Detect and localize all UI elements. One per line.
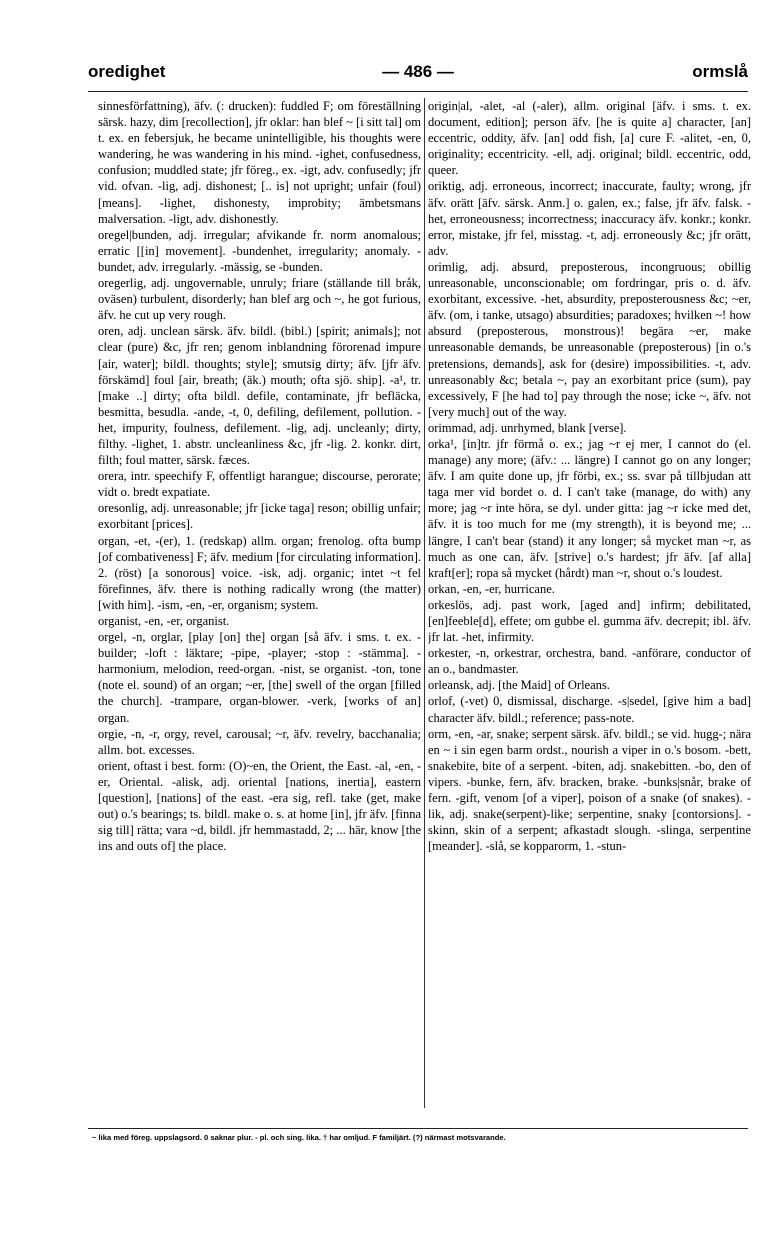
page-header (88, 62, 748, 90)
entry-orera: orera, intr. speechify F, offentligt harangue; discourse, perorate; vidt o. bredt expatiate. (98, 469, 421, 500)
entry-oren: oren, adj. unclean särsk. äfv. bildl. (bibl.) [spirit; animals]; not clear (pure) &c, jfr ren; genom inblandning förorenad impure [air, water]; bildl. thoughts; style]; smutsig dirty; äfv. [jfr äfv. förskämd] foul [air, breath; (äk.) mouth; ofta sjö. ship]. -a¹, tr. [make ..] dirty; ofta bildl. defile, contaminate, jfr befläcka, besmitta, besudla. -ande, -t, 0, defiling, defilement, pollution. -het, impurity, foulness, defilement. -lig, adj. uncleanly; dirty, filthy. -lighet, 1. abstr. uncleanliness &c, jfr -lig. 2. konkr. dirt, filth; foul matter, särsk. fæces. (98, 324, 421, 468)
footer-legend: ~ lika med föreg. uppslagsord. 0 saknar plur. - pl. och sing. lika. † har omljud. F familjärt. (?) närmast motsvarande. (92, 1133, 506, 1142)
entry-orkester: orkester, -n, orkestrar, orchestra, band. -anförare, conductor of an o., bandmaster. (428, 646, 751, 677)
entry-oriktig: oriktig, adj. erroneous, incorrect; inaccurate, faulty; wrong, jfr äfv. orätt [äfv. särsk. Anm.] o. galen, ex.; false, jfr äfv. falsk. -het, erroneousness; incorrectness; inaccuracy äfv. konkr.; konkr. error, mistake, jfr fel, misstag. -t, adj. erroneously &c; jfr orätt, adv. (428, 179, 751, 258)
entry-orkan: orkan, -en, -er, hurricane. (428, 581, 555, 596)
entry-orka: orka¹, [in]tr. jfr förmå o. ex.; jag ~r ej mer, I cannot do (el. manage) any more; (äfv.: ... längre) I cannot go on any longer; äfv. I am quite done up, jfr förbi, ex.; ss. svar på tillbjudan att taga mer vid bordet o. d. I can't take (manage, do with) any more; jag ~r inte höra, se dyl. under gitta: jag ~r icke med det, äfv. it is too much for me (my strength), it is beyond me; ... längre, I can't bear (stand) it any longer; så mycket man ~r, as much as one can, äfv. [strive] o.'s hardest; jfr äfv. [af alla] kraft[er]; ropa så mycket (hårdt) man ~r, shout o.'s loudest. (428, 436, 751, 580)
entry-orkeslos: orkeslös, adj. past work, [aged and] infirm; debilitated, [en]feeble[d], effete; om gubbe el. gumma äfv. decrepit; ibl. äfv. jfr lat. -het, infirmity. (428, 597, 751, 645)
entry-orimlig: orimlig, adj. absurd, preposterous, incongruous; obillig unreasonable, unconscionable; om fordringar, pris o. d. äfv. exorbitant, excessive. -het, absurdity, preposterousness &c; ~er, äfv. (om, i tanke, utsago) absurdities; paradoxes; hvilken ~! how absurd (preposterous, monstrous)! begära ~er, make unreasonable demands, be unreasonable (preposterous) [in o.'s pretensions, demands], ask for (desire) impossibilities. -t, adv. unreasonably &c; betala ~, pay an exorbitant price (sum), pay excessively, F [he had to] pay through the nose; icke ~, äfv. not [very much] out of the way. (428, 259, 751, 419)
entry-orm: orm, -en, -ar, snake; serpent särsk. äfv. bildl.; se vid. hugg-; nära en ~ i sin egen barm ordst., nourish a viper in o.'s bosom. -bett, snakebite, bite of a serpent. -biten, adj. snakebitten. -bo, den of vipers. -bunke, fern, äfv. bracken, brake. -bunks|snår, brake of fern. -gift, venom [of a viper], poison of a snake (of snakes). -lik, adj. snake(serpent)-like; serpentine, snaky [contorsions]. -skinn, skin of a serpent; afkastadt slough. -slinga, serpentine [meander]. -slå, se kopparorm, 1. -stun- (428, 726, 751, 854)
entry-orimmad: orimmad, adj. unrhymed, blank [verse]. (428, 420, 627, 435)
right-column (428, 98, 751, 1108)
page-number: — 486 — (382, 62, 454, 81)
entry-orgie: orgie, -n, -r, orgy, revel, carousal; ~r, äfv. revelry, bacchanalia; allm. bot. excesses. (98, 726, 421, 757)
entry-orgel: orgel, -n, orglar, [play [on] the] organ [så äfv. i sms. t. ex. -builder; -loft : läktare; -pipe, -player; -stop : -stämma]. -harmonium, melodion, reed-organ. -nist, se organist. -ton, tone (note el. sound) of an organ; ~er, [the] swell of the organ [filled the church]. -trampare, organ-blower. -verk, [works of an] organ. (98, 630, 421, 725)
entry-sinnesforfattning: sinnesförfattning), äfv. (: drucken): fuddled F; om föreställning särsk. hazy, dim [recollection], jfr oklar: han blef ~ [i sitt tal] om t. ex. en febersjuk, he became unintelligible, his thoughts were wandering, he was wandering in his mind. -ighet, confusedness, confusion; muddled state; jfr föreg., ex. -igt, adv. confusedly; jfr vid. ofvan. -lig, adj. dishonest; [.. is] not upright; unfair (foul) [means]. -lighet, dishonesty, improbity; ämbetsmans malversation. -ligt, adv. dishonestly. (98, 99, 421, 226)
left-column (98, 98, 421, 1108)
entry-orient: orient, oftast i best. form: (O)~en, the Orient, the East. -al, -en, -er, Oriental. -alisk, adj. oriental [nations, inertia], eastern [question], [nations] of the east. -era sig, refl. take (get, make out) o.'s bearings; ts. bildl. make o. s. at home [in], jfr äfv. [finna sig till] rätta; vara ~d, bildl. jfr hemmastadd, 2; ... här, know [the ins and outs of] the place. (98, 758, 421, 854)
entry-original: origin|al, -alet, -al (-aler), allm. original [äfv. i sms. t. ex. document, edition]; person äfv. [he is quite a] character, [an] eccentric, oddity, äfv. [an] odd fish, [a] cure F. -alitet, -en, 0, originality; eccentricity. -ell, adj. original; bildl. eccentric, odd, queer. (428, 99, 751, 178)
entry-oresonlig: oresonlig, adj. unreasonable; jfr [icke taga] reson; obillig unfair; exorbitant [prices]. (98, 501, 421, 532)
column-divider (424, 98, 425, 1108)
header-guide-word-right: ormslå (692, 62, 748, 81)
entry-organ: organ, -et, -(er), 1. (redskap) allm. organ; frenolog. ofta bump [of combativeness] F; äfv. medium [for circulating information]. 2. (röst) [a sonorous] voice. -isk, adj. organic; intet ~t fel förefinnes, äfv. there is nothing radically wrong (the matter) [with him]. -ism, -en, -er, organism; system. (98, 533, 421, 612)
entry-orlof: orlof, (-vet) 0, dismissal, discharge. -s|sedel, [give him a bad] character äfv. bildl.; reference; pass-note. (428, 694, 751, 725)
header-rule (88, 91, 748, 92)
entry-oregelbunden: oregel|bunden, adj. irregular; afvikande fr. norm anomalous; erratic [[in] movement]. -bundenhet, irregularity; anomaly. -bundet, adv. irregularly. -mässig, se -bunden. (98, 227, 421, 274)
footer-rule (88, 1128, 748, 1129)
entry-oregerlig: oregerlig, adj. ungovernable, unruly; friare (ställande till bråk, oväsen) turbulent, disorderly; han blef arg och ~, he got furious, äfv. he cut up very rough. (98, 276, 421, 323)
entry-orleansk: orleansk, adj. [the Maid] of Orleans. (428, 678, 610, 693)
header-guide-word-left: oredighet (88, 62, 166, 81)
entry-organist: organist, -en, -er, organist. (98, 614, 230, 628)
